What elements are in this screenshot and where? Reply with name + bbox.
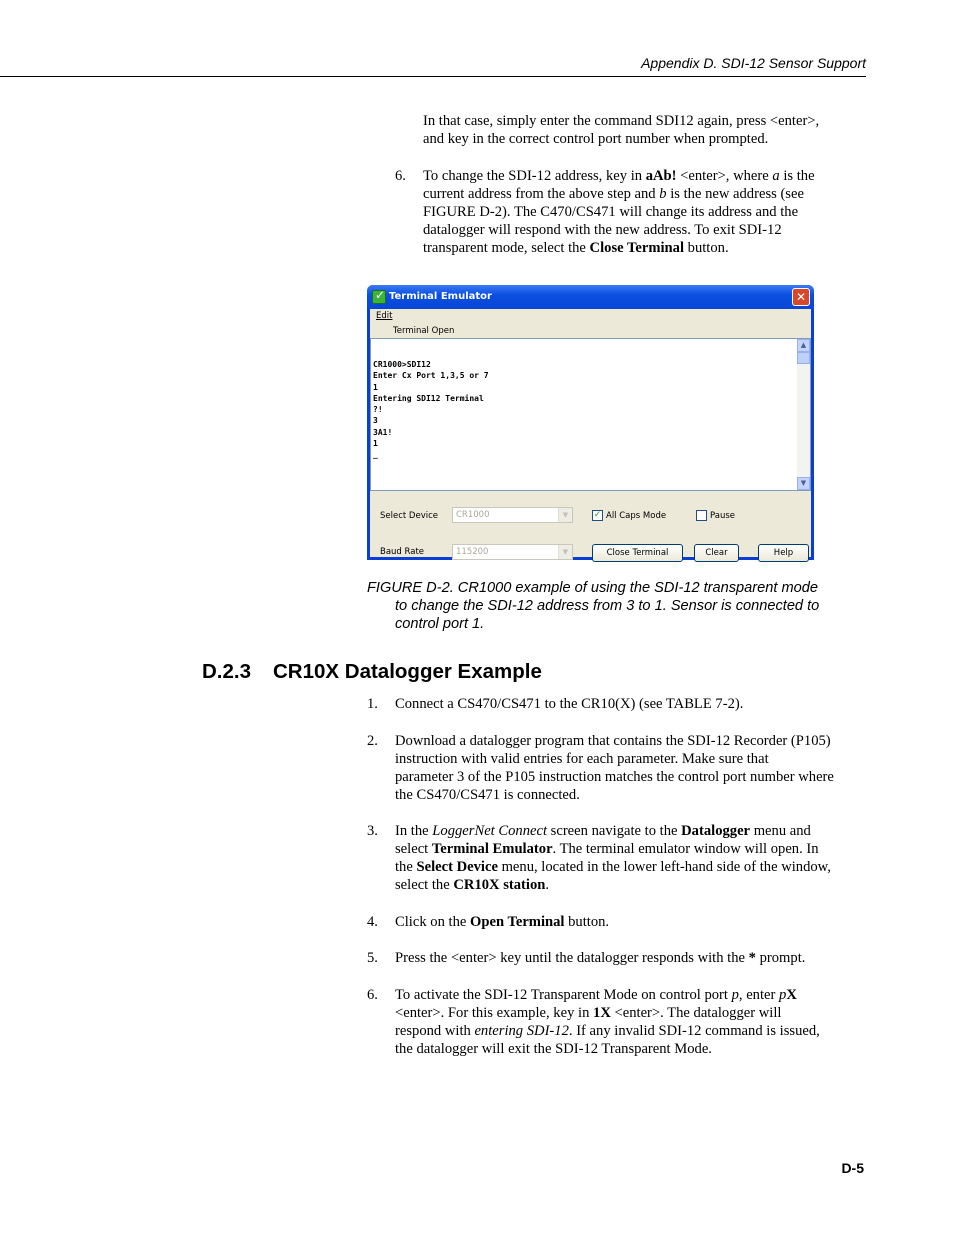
step-1: Connect a CS470/CS471 to the CR10(X) (see TABLE 7-2).	[395, 696, 744, 712]
header-rule	[0, 76, 866, 77]
step-number: 1.	[367, 696, 378, 712]
step-6-address-change: To change the SDI-12 address, key in aAb! <enter>, where a is the current address from the above step and b is the new address (see FIGURE D-2). The C470/CS471 will change its address and the datalogger will respond with the new address. To exit SDI-12 transparent mode, select the Close Terminal button.	[423, 168, 815, 256]
close-terminal-button[interactable]: Close Terminal	[592, 544, 683, 562]
terminal-status: Terminal Open	[393, 326, 455, 336]
menu-edit[interactable]: Edit	[376, 311, 393, 321]
all-caps-checkbox[interactable]: ✓	[593, 510, 602, 520]
app-check-icon: ✓	[372, 290, 386, 304]
pause-label: Pause	[710, 511, 735, 521]
running-header: Appendix D. SDI-12 Sensor Support	[641, 55, 866, 71]
window-title: Terminal Emulator	[389, 291, 492, 302]
chevron-down-icon: ▼	[558, 508, 572, 522]
step-4: Click on the Open Terminal button.	[395, 914, 610, 930]
window-title-bar[interactable]	[367, 285, 814, 309]
vertical-scrollbar[interactable]	[797, 339, 810, 490]
scroll-up-icon[interactable]: ▲	[797, 339, 810, 352]
figure-caption: FIGURE D-2. CR1000 example of using the SDI-12 transparent mode to change the SDI-12 address from 3 to 1. Sensor is connected to control port 1.	[367, 580, 820, 632]
pause-checkbox[interactable]	[696, 510, 707, 521]
clear-button[interactable]: Clear	[694, 544, 739, 562]
select-device-dropdown[interactable]: CR1000 ▼	[452, 507, 573, 523]
step-2: Download a datalogger program that contains the SDI-12 Recorder (P105) instruction with valid entries for each parameter. Make sure that parameter 3 of the P105 instruction matches the control port number where the CS470/CS471 is connected.	[395, 733, 834, 803]
close-icon[interactable]: ✕	[792, 288, 810, 306]
step-6-transparent-mode: To activate the SDI-12 Transparent Mode on control port p, enter pX <enter>. For this example, key in 1X <enter>. The datalogger will respond with entering SDI-12. If any invalid SDI-12 command is issued, the datalogger will exit the SDI-12 Transparent Mode.	[395, 987, 820, 1057]
step-3: In the LoggerNet Connect screen navigate to the Datalogger menu and select Terminal Emulator. The terminal emulator window will open. In the Select Device menu, located in the lower left-hand side of the window, select the CR10X station.	[395, 823, 831, 893]
step-number: 3.	[367, 823, 378, 839]
baud-rate-label: Baud Rate	[380, 547, 425, 557]
step-number: 6.	[395, 168, 406, 184]
terminal-output: CR1000>SDI12 Enter Cx Port 1,3,5 or 7 1 Entering SDI12 Terminal ?! 3 3A1! 1 _	[373, 360, 489, 460]
scroll-down-icon[interactable]: ▼	[797, 477, 810, 490]
step-number: 5.	[367, 950, 378, 966]
step-number: 4.	[367, 914, 378, 930]
menu-bar	[370, 309, 811, 323]
section-heading: D.2.3 CR10X Datalogger Example	[202, 660, 542, 683]
intro-paragraph: In that case, simply enter the command SDI12 again, press <enter>, and key in the correct control port number when prompted.	[423, 113, 820, 147]
all-caps-label: All Caps Mode	[606, 511, 667, 521]
chevron-down-icon: ▼	[558, 545, 572, 559]
terminal-emulator-window	[367, 285, 814, 560]
help-button[interactable]: Help	[758, 544, 809, 562]
window-body	[370, 309, 811, 557]
terminal-output-pane[interactable]	[370, 338, 811, 491]
step-number: 2.	[367, 733, 378, 749]
page-number: D-5	[841, 1160, 864, 1176]
scroll-thumb[interactable]	[797, 352, 810, 364]
step-number: 6.	[367, 987, 378, 1003]
select-device-label: Select Device	[380, 511, 438, 521]
step-5: Press the <enter> key until the datalogger responds with the * prompt.	[395, 950, 806, 966]
baud-rate-dropdown[interactable]: 115200 ▼	[452, 544, 573, 560]
